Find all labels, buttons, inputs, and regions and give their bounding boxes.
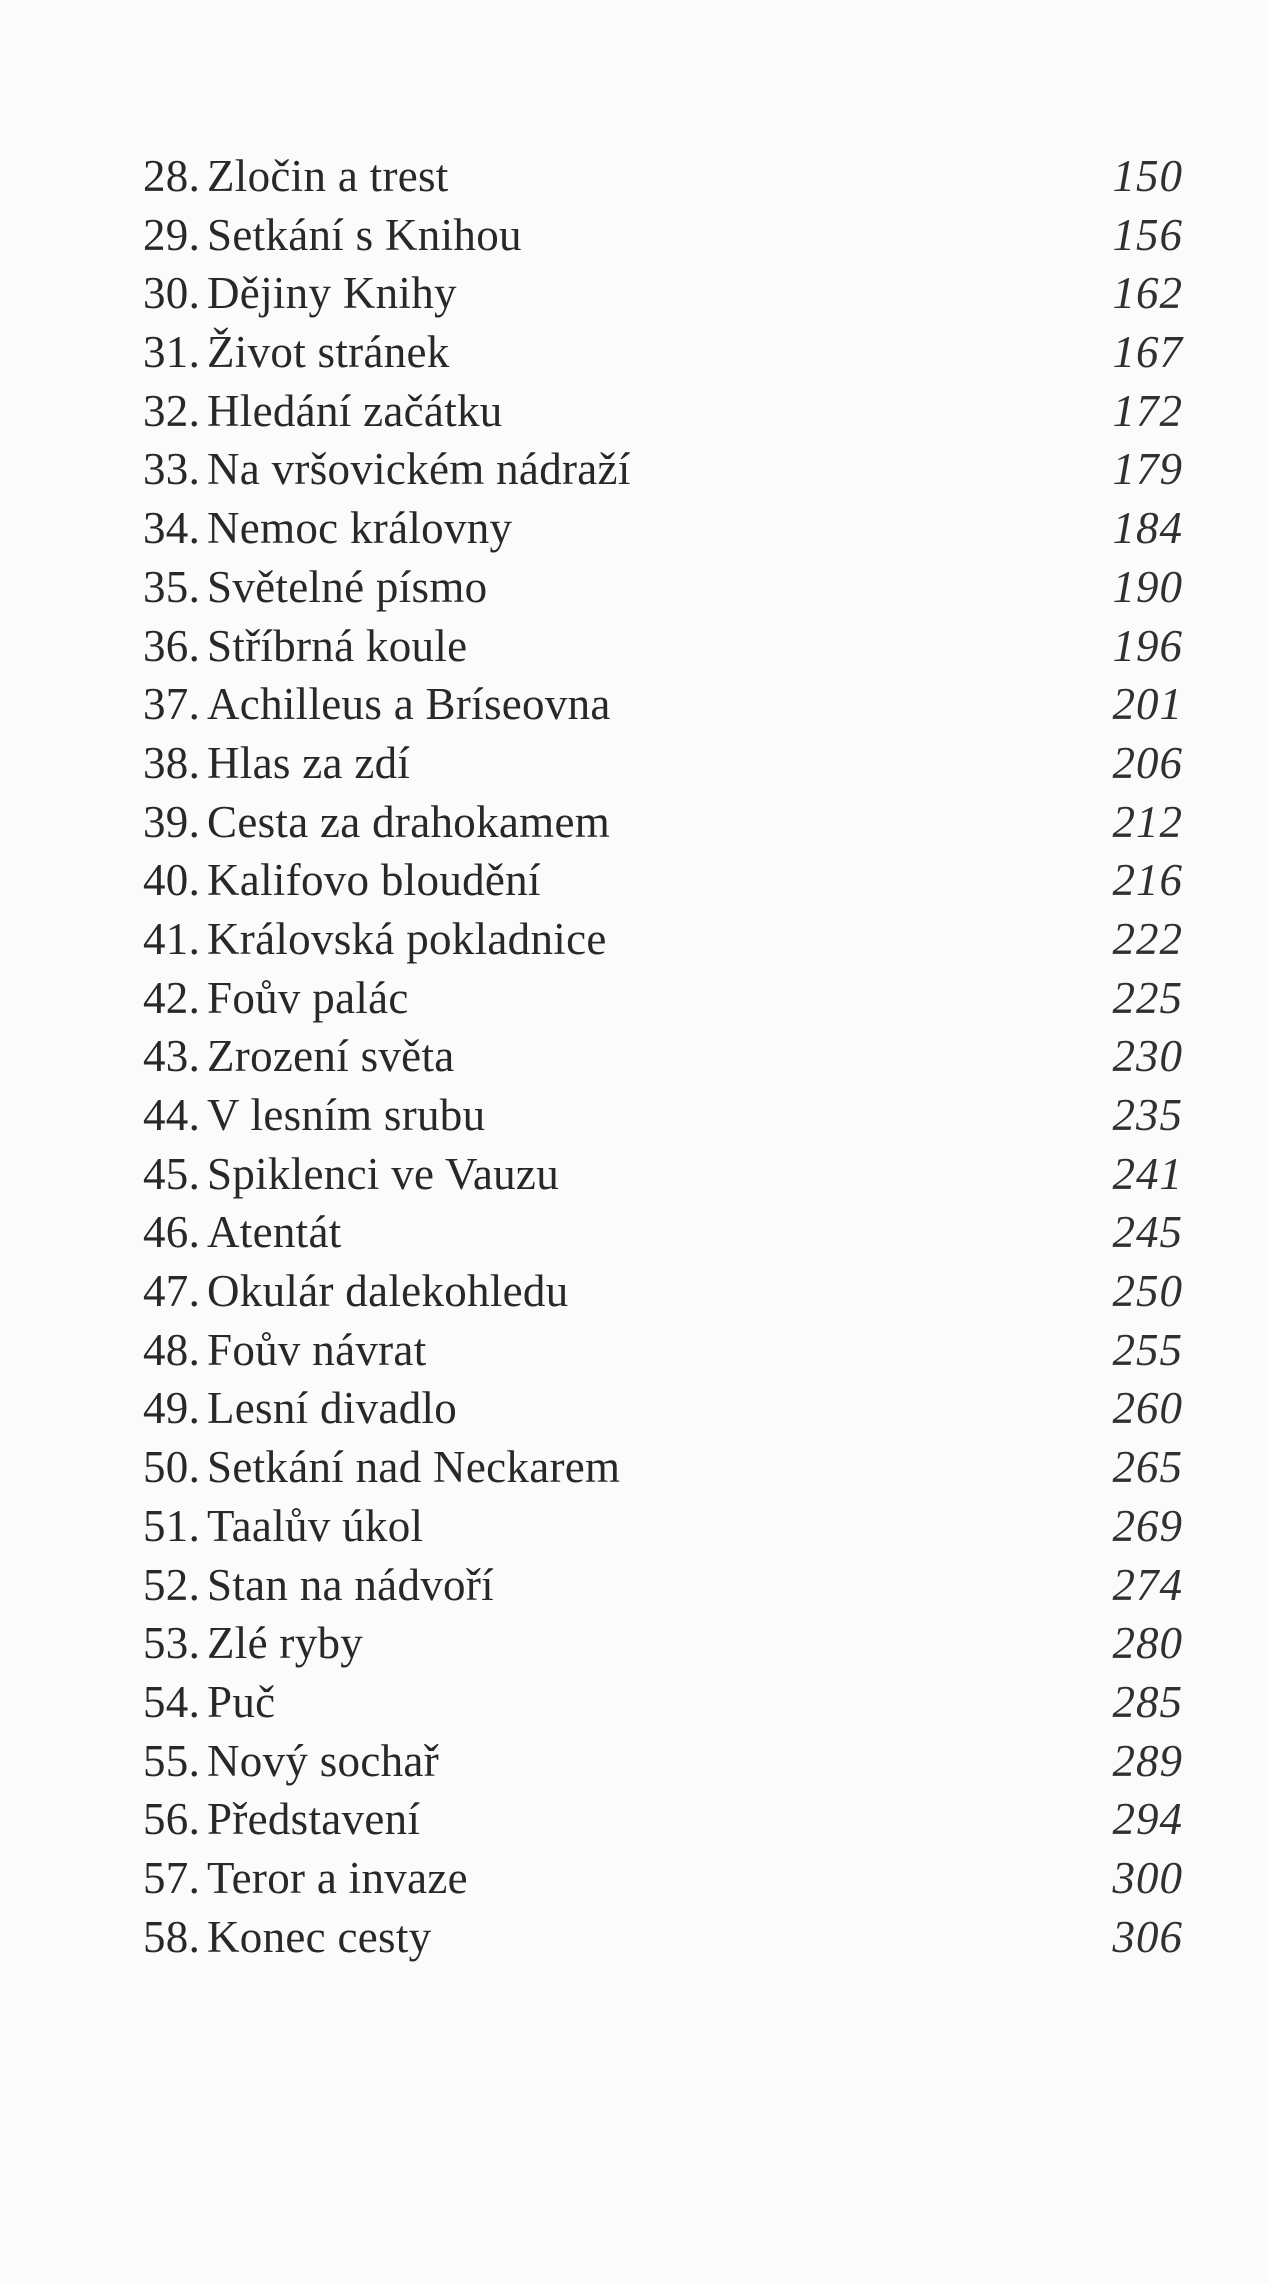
chapter-number: 55.	[143, 1735, 201, 1786]
chapter-number: 56.	[143, 1794, 201, 1845]
chapter-title: Spiklenci ve Vauzu	[207, 1148, 559, 1199]
chapter-page-number: 285	[1112, 1676, 1183, 1727]
chapter-title: Puč	[207, 1676, 276, 1727]
chapter-title: Teror a invaze	[207, 1852, 468, 1903]
toc-entry	[143, 1852, 1183, 1911]
chapter-page-number: 216	[1112, 855, 1183, 906]
chapter-title: Zrození světa	[207, 1031, 455, 1082]
chapter-number: 35.	[143, 561, 201, 612]
chapter-title: Atentát	[207, 1207, 342, 1258]
chapter-title: Stan na nádvoří	[207, 1559, 494, 1610]
chapter-title: Stříbrná koule	[207, 620, 468, 671]
chapter-title: Taalův úkol	[207, 1500, 424, 1551]
chapter-page-number: 184	[1112, 503, 1183, 554]
toc-entry	[143, 1793, 1183, 1852]
toc-entry	[143, 620, 1183, 679]
toc-entry	[143, 1030, 1183, 1089]
chapter-title: Královská pokladnice	[207, 913, 607, 964]
toc-entry	[143, 385, 1183, 444]
chapter-number: 46.	[143, 1207, 201, 1258]
chapter-page-number: 167	[1112, 327, 1183, 378]
chapter-title: Zločin a trest	[207, 151, 449, 201]
chapter-number: 54.	[143, 1676, 201, 1727]
chapter-page-number: 212	[1112, 796, 1183, 847]
toc-entry	[143, 1382, 1183, 1441]
toc-entry	[143, 854, 1183, 913]
toc-entry	[143, 1089, 1183, 1148]
chapter-title: Lesní divadlo	[207, 1383, 458, 1434]
chapter-number: 28.	[143, 151, 201, 201]
chapter-title: Na vršovickém nádraží	[207, 444, 631, 495]
chapter-page-number: 162	[1112, 268, 1183, 319]
chapter-number: 45.	[143, 1148, 201, 1199]
chapter-number: 48.	[143, 1324, 201, 1375]
toc-entry	[143, 1559, 1183, 1618]
chapter-page-number: 150	[1112, 151, 1183, 201]
chapter-title: Hledání začátku	[207, 385, 503, 436]
chapter-title: Nový sochař	[207, 1735, 439, 1786]
chapter-page-number: 294	[1112, 1794, 1183, 1845]
chapter-page-number: 235	[1112, 1090, 1183, 1140]
chapter-page-number: 230	[1112, 1031, 1183, 1082]
chapter-page-number: 156	[1112, 209, 1183, 260]
chapter-title: Nemoc královny	[207, 503, 513, 554]
chapter-number: 37.	[143, 679, 201, 730]
chapter-title: Konec cesty	[207, 1911, 432, 1962]
chapter-number: 29.	[143, 209, 201, 260]
chapter-number: 50.	[143, 1442, 201, 1493]
toc-entry	[143, 267, 1183, 326]
toc-entry	[143, 1911, 1183, 1970]
toc-entry	[143, 972, 1183, 1031]
toc-entry	[143, 443, 1183, 502]
chapter-page-number: 190	[1112, 561, 1183, 612]
chapter-title: Achilleus a Bríseovna	[207, 679, 611, 730]
chapter-number: 36.	[143, 620, 201, 671]
chapter-title: Představení	[207, 1794, 421, 1845]
chapter-page-number: 260	[1112, 1383, 1183, 1434]
chapter-number: 44.	[143, 1090, 201, 1140]
chapter-title: Zlé ryby	[207, 1618, 364, 1669]
chapter-page-number: 274	[1112, 1559, 1183, 1610]
chapter-number: 43.	[143, 1031, 201, 1082]
chapter-number: 57.	[143, 1852, 201, 1903]
chapter-title: Světelné písmo	[207, 561, 488, 612]
chapter-page-number: 245	[1112, 1207, 1183, 1258]
chapter-number: 34.	[143, 503, 201, 554]
toc-entry	[143, 209, 1183, 268]
chapter-number: 31.	[143, 327, 201, 378]
chapter-title: Okulár dalekohledu	[207, 1266, 569, 1317]
chapter-number: 38.	[143, 737, 201, 788]
chapter-page-number: 206	[1112, 737, 1183, 788]
chapter-number: 32.	[143, 385, 201, 436]
toc-entry	[143, 326, 1183, 385]
chapter-number: 30.	[143, 268, 201, 319]
toc-entry	[143, 737, 1183, 796]
toc-entry	[143, 1500, 1183, 1559]
toc-entry	[143, 1265, 1183, 1324]
chapter-number: 49.	[143, 1383, 201, 1434]
chapter-page-number: 255	[1112, 1324, 1183, 1375]
toc-entry	[143, 1617, 1183, 1676]
chapter-page-number: 241	[1112, 1148, 1183, 1199]
toc-entry	[143, 1206, 1183, 1265]
chapter-page-number: 225	[1112, 972, 1183, 1023]
toc-entry	[143, 1441, 1183, 1500]
chapter-title: Kalifovo bloudění	[207, 855, 541, 906]
chapter-number: 40.	[143, 855, 201, 906]
chapter-page-number: 265	[1112, 1442, 1183, 1493]
toc-entry	[143, 1148, 1183, 1207]
chapter-page-number: 172	[1112, 385, 1183, 436]
chapter-title: Život stránek	[207, 327, 450, 378]
chapter-number: 47.	[143, 1266, 201, 1317]
chapter-page-number: 179	[1112, 444, 1183, 495]
chapter-number: 39.	[143, 796, 201, 847]
chapter-number: 52.	[143, 1559, 201, 1610]
toc-entry	[143, 796, 1183, 855]
chapter-page-number: 196	[1112, 620, 1183, 671]
chapter-title: Foův návrat	[207, 1324, 427, 1375]
chapter-number: 33.	[143, 444, 201, 495]
chapter-title: V lesním srubu	[207, 1090, 486, 1140]
chapter-page-number: 269	[1112, 1500, 1183, 1551]
toc-entry	[143, 502, 1183, 561]
chapter-page-number: 280	[1112, 1618, 1183, 1669]
chapter-number: 41.	[143, 913, 201, 964]
chapter-number: 51.	[143, 1500, 201, 1551]
chapter-title: Setkání nad Neckarem	[207, 1442, 621, 1493]
chapter-number: 42.	[143, 972, 201, 1023]
chapter-title: Setkání s Knihou	[207, 209, 522, 260]
toc-entry	[143, 678, 1183, 737]
chapter-page-number: 289	[1112, 1735, 1183, 1786]
chapter-title: Cesta za drahokamem	[207, 796, 611, 847]
chapter-title: Dějiny Knihy	[207, 268, 457, 319]
toc-entry	[143, 913, 1183, 972]
chapter-number: 53.	[143, 1618, 201, 1669]
toc-entry	[143, 1676, 1183, 1735]
table-of-contents	[143, 150, 1183, 1969]
toc-entry	[143, 561, 1183, 620]
chapter-page-number: 300	[1112, 1852, 1183, 1903]
toc-entry	[143, 150, 1183, 209]
chapter-number: 58.	[143, 1911, 201, 1962]
toc-entry	[143, 1735, 1183, 1794]
chapter-page-number: 201	[1112, 679, 1183, 730]
chapter-page-number: 250	[1112, 1266, 1183, 1317]
chapter-page-number: 222	[1112, 913, 1183, 964]
chapter-title: Hlas za zdí	[207, 737, 411, 788]
chapter-title: Foův palác	[207, 972, 409, 1023]
toc-entry	[143, 1324, 1183, 1383]
chapter-page-number: 306	[1112, 1911, 1183, 1962]
